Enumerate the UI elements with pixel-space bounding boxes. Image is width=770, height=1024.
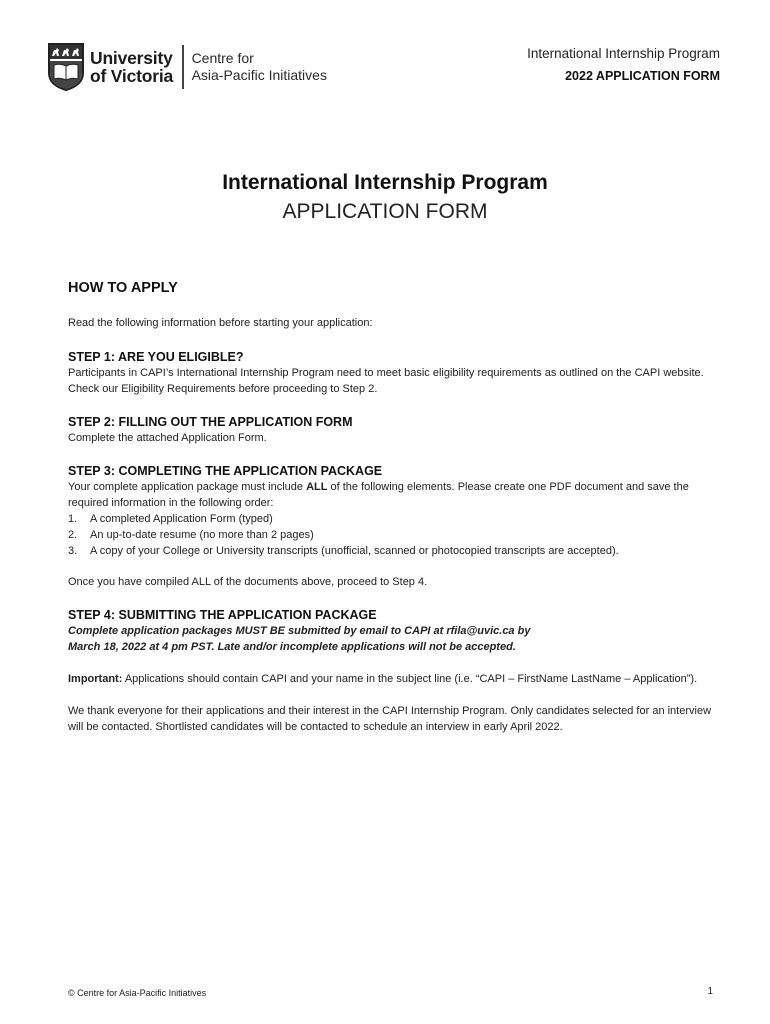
title-line2: APPLICATION FORM bbox=[282, 200, 488, 223]
step-2-section bbox=[68, 414, 718, 446]
centre-line2: Asia-Pacific Initiatives bbox=[191, 67, 327, 83]
list-number: 3. bbox=[68, 545, 78, 557]
centre-name bbox=[192, 50, 327, 84]
important-label: Important: bbox=[68, 673, 123, 685]
important-text: Applications should contain CAPI and your name in the subject line (i.e. “CAPI – FirstName LastName – Application”). bbox=[122, 673, 698, 685]
header-form-name: 2022 APPLICATION FORM bbox=[565, 69, 720, 83]
step-3-after-list: Once you have compiled ALL of the documents above, proceed to Step 4. bbox=[68, 576, 428, 588]
deadline-line2: March 18, 2022 at 4 pm PST. Late and/or incomplete applications will not be accepted. bbox=[68, 641, 516, 653]
page-title bbox=[0, 170, 770, 226]
university-line1: University bbox=[90, 48, 173, 68]
step-4-section bbox=[68, 607, 718, 735]
step-3-body-bold: ALL bbox=[306, 481, 328, 493]
requirements-list bbox=[68, 511, 718, 559]
university-name bbox=[90, 49, 173, 85]
how-to-apply-heading: HOW TO APPLY bbox=[68, 280, 178, 296]
step-2-heading: STEP 2: FILLING OUT THE APPLICATION FORM bbox=[68, 415, 353, 429]
title-line1: International Internship Program bbox=[222, 171, 548, 194]
step-3-section bbox=[68, 463, 718, 590]
how-to-apply-intro: Read the following information before starting your application: bbox=[68, 317, 373, 329]
important-note bbox=[68, 671, 718, 687]
step-3-body-end: of the following elements. Please create one PDF document and save the required information in the following order: bbox=[68, 481, 689, 509]
uvic-capi-logo bbox=[48, 42, 327, 92]
thanks-note: We thank everyone for their applications and their interest in the CAPI Internship Program. Only candidates selected for an interview will be contacted. Shortlisted candidates will be contacted to schedule an interview in early April 2022. bbox=[68, 705, 712, 733]
centre-line1: Centre for bbox=[191, 50, 254, 66]
step-3-body-start: Your complete application package must include bbox=[68, 481, 307, 493]
step-3-heading: STEP 3: COMPLETING THE APPLICATION PACKAGE bbox=[68, 464, 383, 478]
university-line2: of Victoria bbox=[90, 66, 174, 86]
list-text: A completed Application Form (typed) bbox=[90, 513, 273, 525]
list-number: 2. bbox=[68, 529, 78, 541]
logo-divider bbox=[182, 45, 184, 89]
step-4-heading: STEP 4: SUBMITTING THE APPLICATION PACKAGE bbox=[68, 608, 377, 622]
header-right bbox=[527, 44, 720, 86]
list-item bbox=[68, 511, 718, 527]
deadline-line1: Complete application packages MUST BE submitted by email to CAPI at rfila@uvic.ca by bbox=[68, 625, 531, 637]
uvic-crest-icon bbox=[48, 43, 84, 91]
footer-copyright: © Centre for Asia-Pacific Initiatives bbox=[68, 988, 207, 998]
list-item bbox=[68, 543, 718, 559]
step-1-heading: STEP 1: ARE YOU ELIGIBLE? bbox=[68, 350, 244, 364]
document-body bbox=[68, 278, 718, 735]
step-1-section bbox=[68, 349, 718, 397]
step-2-body: Complete the attached Application Form. bbox=[68, 432, 267, 444]
list-text: A copy of your College or University transcripts (unofficial, scanned or photocopied transcripts are accepted). bbox=[90, 545, 619, 557]
list-text: An up-to-date resume (no more than 2 pages) bbox=[90, 529, 314, 541]
step-3-body bbox=[68, 479, 718, 511]
list-item bbox=[68, 527, 718, 543]
header-program-name: International Internship Program bbox=[527, 46, 720, 61]
list-number: 1. bbox=[68, 513, 78, 525]
step-1-body: Participants in CAPI’s International Internship Program need to meet basic eligibility requirements as outlined on the CAPI website. Check our Eligibility Requirements before proceeding to Step 2. bbox=[68, 367, 704, 395]
page-number: 1 bbox=[707, 986, 713, 997]
